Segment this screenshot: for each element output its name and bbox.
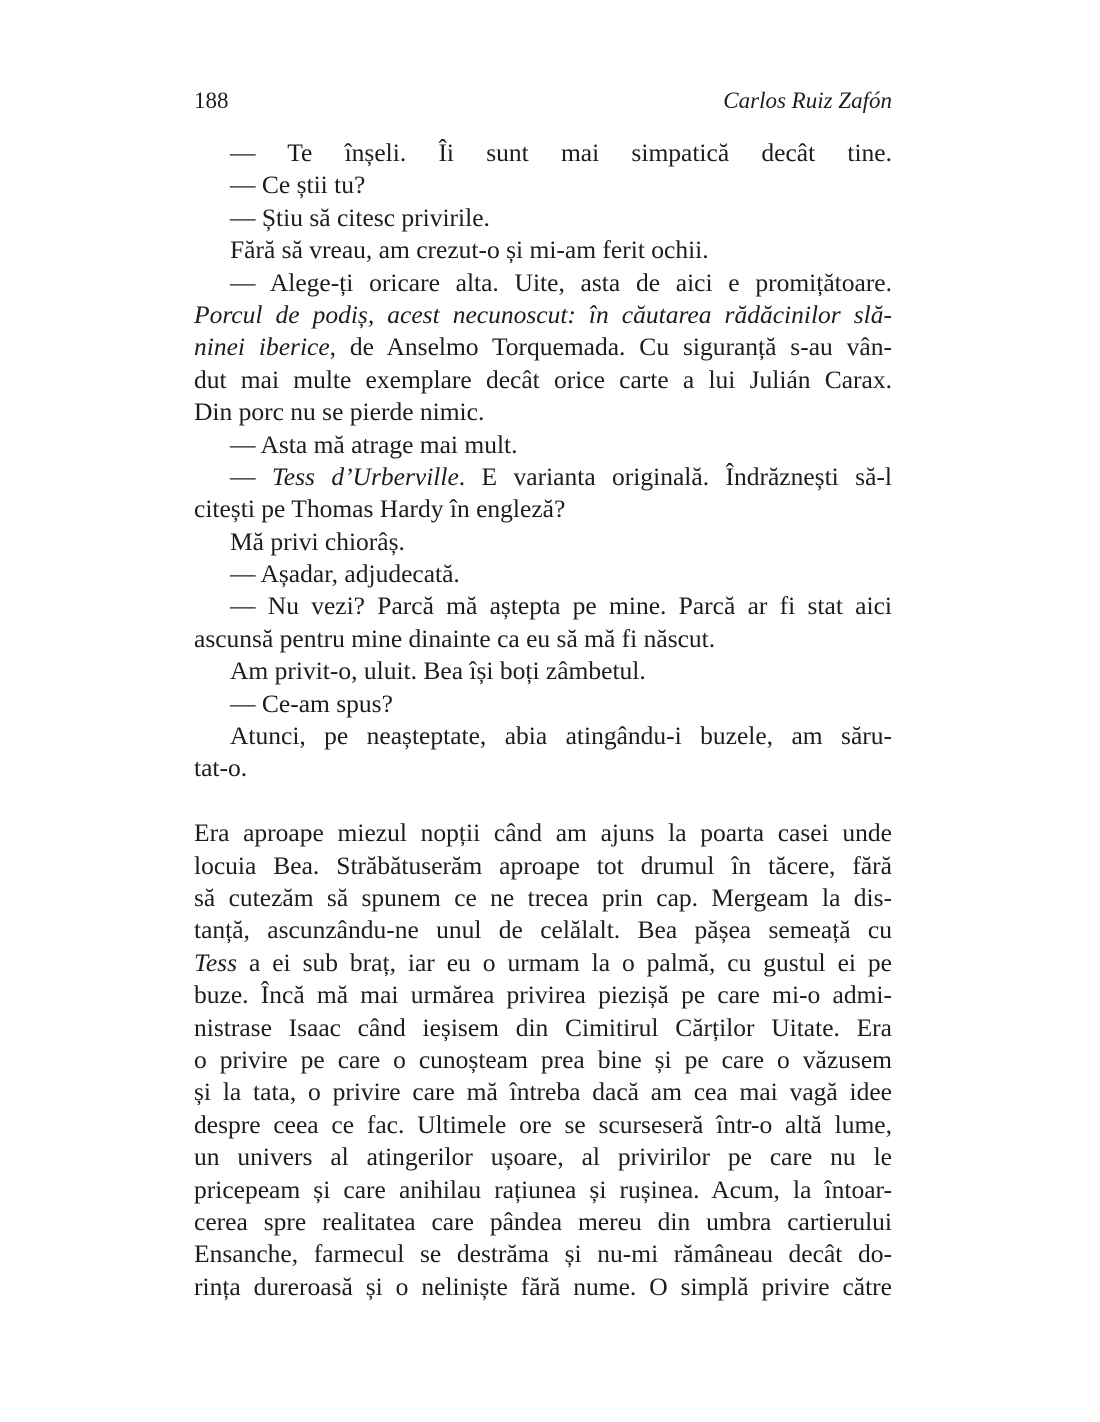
text-line: Ensanche, farmecul se destrăma și nu-mi rămâneau decât do- [194, 1239, 892, 1269]
text-line: — Alege-ți oricare alta. Uite, asta de aici e promițătoare. [230, 267, 892, 297]
book-title: Porcul de podiș, acest necunoscut: în căutarea rădăcinilor slă- [194, 299, 892, 329]
text-line: rința dureroasă și o neliniște fără nume. O simplă privire către [194, 1271, 892, 1301]
text-line: Din porc nu se pierde nimic. [194, 397, 485, 427]
text-line: — Așadar, adjudecată. [230, 559, 460, 589]
text-line: tat-o. [194, 753, 248, 783]
text-line: — Nu vezi? Parcă mă aștepta pe mine. Parcă ar fi stat aici [230, 591, 892, 621]
book-title: Tess d’Urberville [271, 461, 459, 491]
dialogue-section [194, 137, 892, 785]
text-line: — Știu să citesc privirile. [230, 202, 490, 232]
text-line: ascunsă pentru mine dinainte ca eu să mă fi născut. [194, 623, 716, 653]
text-line: Atunci, pe neașteptate, abia atingându-i buzele, am săru- [230, 721, 892, 751]
text-line: — Asta mă atrage mai mult. [230, 429, 518, 459]
text-line: locuia Bea. Străbătuserăm aproape tot drumul în tăcere, fără [194, 850, 892, 880]
text-line: cerea spre realitatea care pândea mereu din umbra cartierului [194, 1206, 892, 1236]
section-break [194, 785, 892, 817]
narrative-paragraph [194, 817, 892, 1303]
body-text [194, 137, 892, 1303]
text-line: Am privit-o, uluit. Bea își boți zâmbetul. [230, 656, 646, 686]
text-line [194, 299, 892, 331]
text-line: tanță, ascunzându-ne unul de celălalt. Bea pășea semeață cu [194, 915, 892, 945]
text-line: — Tess d’Urberville. E varianta originală. Îndrăznești să-l [230, 461, 892, 491]
book-title: ninei iberice [194, 332, 330, 362]
text-line: să cutezăm să spunem ce ne trecea prin cap. Mergeam la dis- [194, 882, 892, 912]
text-line: dut mai multe exemplare decât orice carte a lui Julián Carax. [194, 364, 892, 394]
text-line: buze. Încă mă mai urmărea privirea piezișă pe care mi-o admi- [194, 980, 892, 1010]
text-line: pricepeam și care anihilau rațiunea și rușinea. Acum, la întoar- [194, 1174, 892, 1204]
text-line: o privire pe care o cunoșteam prea bine și pe care o văzusem [194, 1044, 892, 1074]
page-number: 188 [194, 88, 229, 113]
text-line: Fără să vreau, am crezut-o și mi-am ferit ochii. [230, 235, 709, 265]
text-line: — Ce-am spus? [230, 688, 393, 718]
text-line: citești pe Thomas Hardy în engleză? [194, 494, 566, 524]
text-line: despre ceea ce fac. Ultimele ore se scurseseră într-o altă lume, [194, 1109, 892, 1139]
book-title: Tess [194, 947, 238, 977]
text-line: Era aproape miezul nopții când am ajuns la poarta casei unde [194, 818, 892, 848]
running-head-author: Carlos Ruiz Zafón [723, 88, 892, 113]
text-line: ninei iberice, de Anselmo Torquemada. Cu siguranță s-au vân- [194, 332, 892, 362]
text-line: Mă privi chiorâș. [230, 526, 405, 556]
text-line: — Te înșeli. Îi sunt mai simpatică decât tine. [230, 138, 892, 167]
text-line: — Ce știi tu? [230, 170, 366, 200]
text-line: Tess a ei sub braț, iar eu o urmam la o palmă, cu gustul ei pe [194, 947, 892, 977]
page-header [194, 88, 892, 118]
text-line: nistrase Isaac când ieșisem din Cimitirul Cărților Uitate. Era [194, 1012, 892, 1042]
text-line: și la tata, o privire care mă întreba dacă am cea mai vagă idee [194, 1077, 892, 1107]
text-line: un univers al atingerilor ușoare, al privirilor pe care nu le [194, 1142, 892, 1172]
